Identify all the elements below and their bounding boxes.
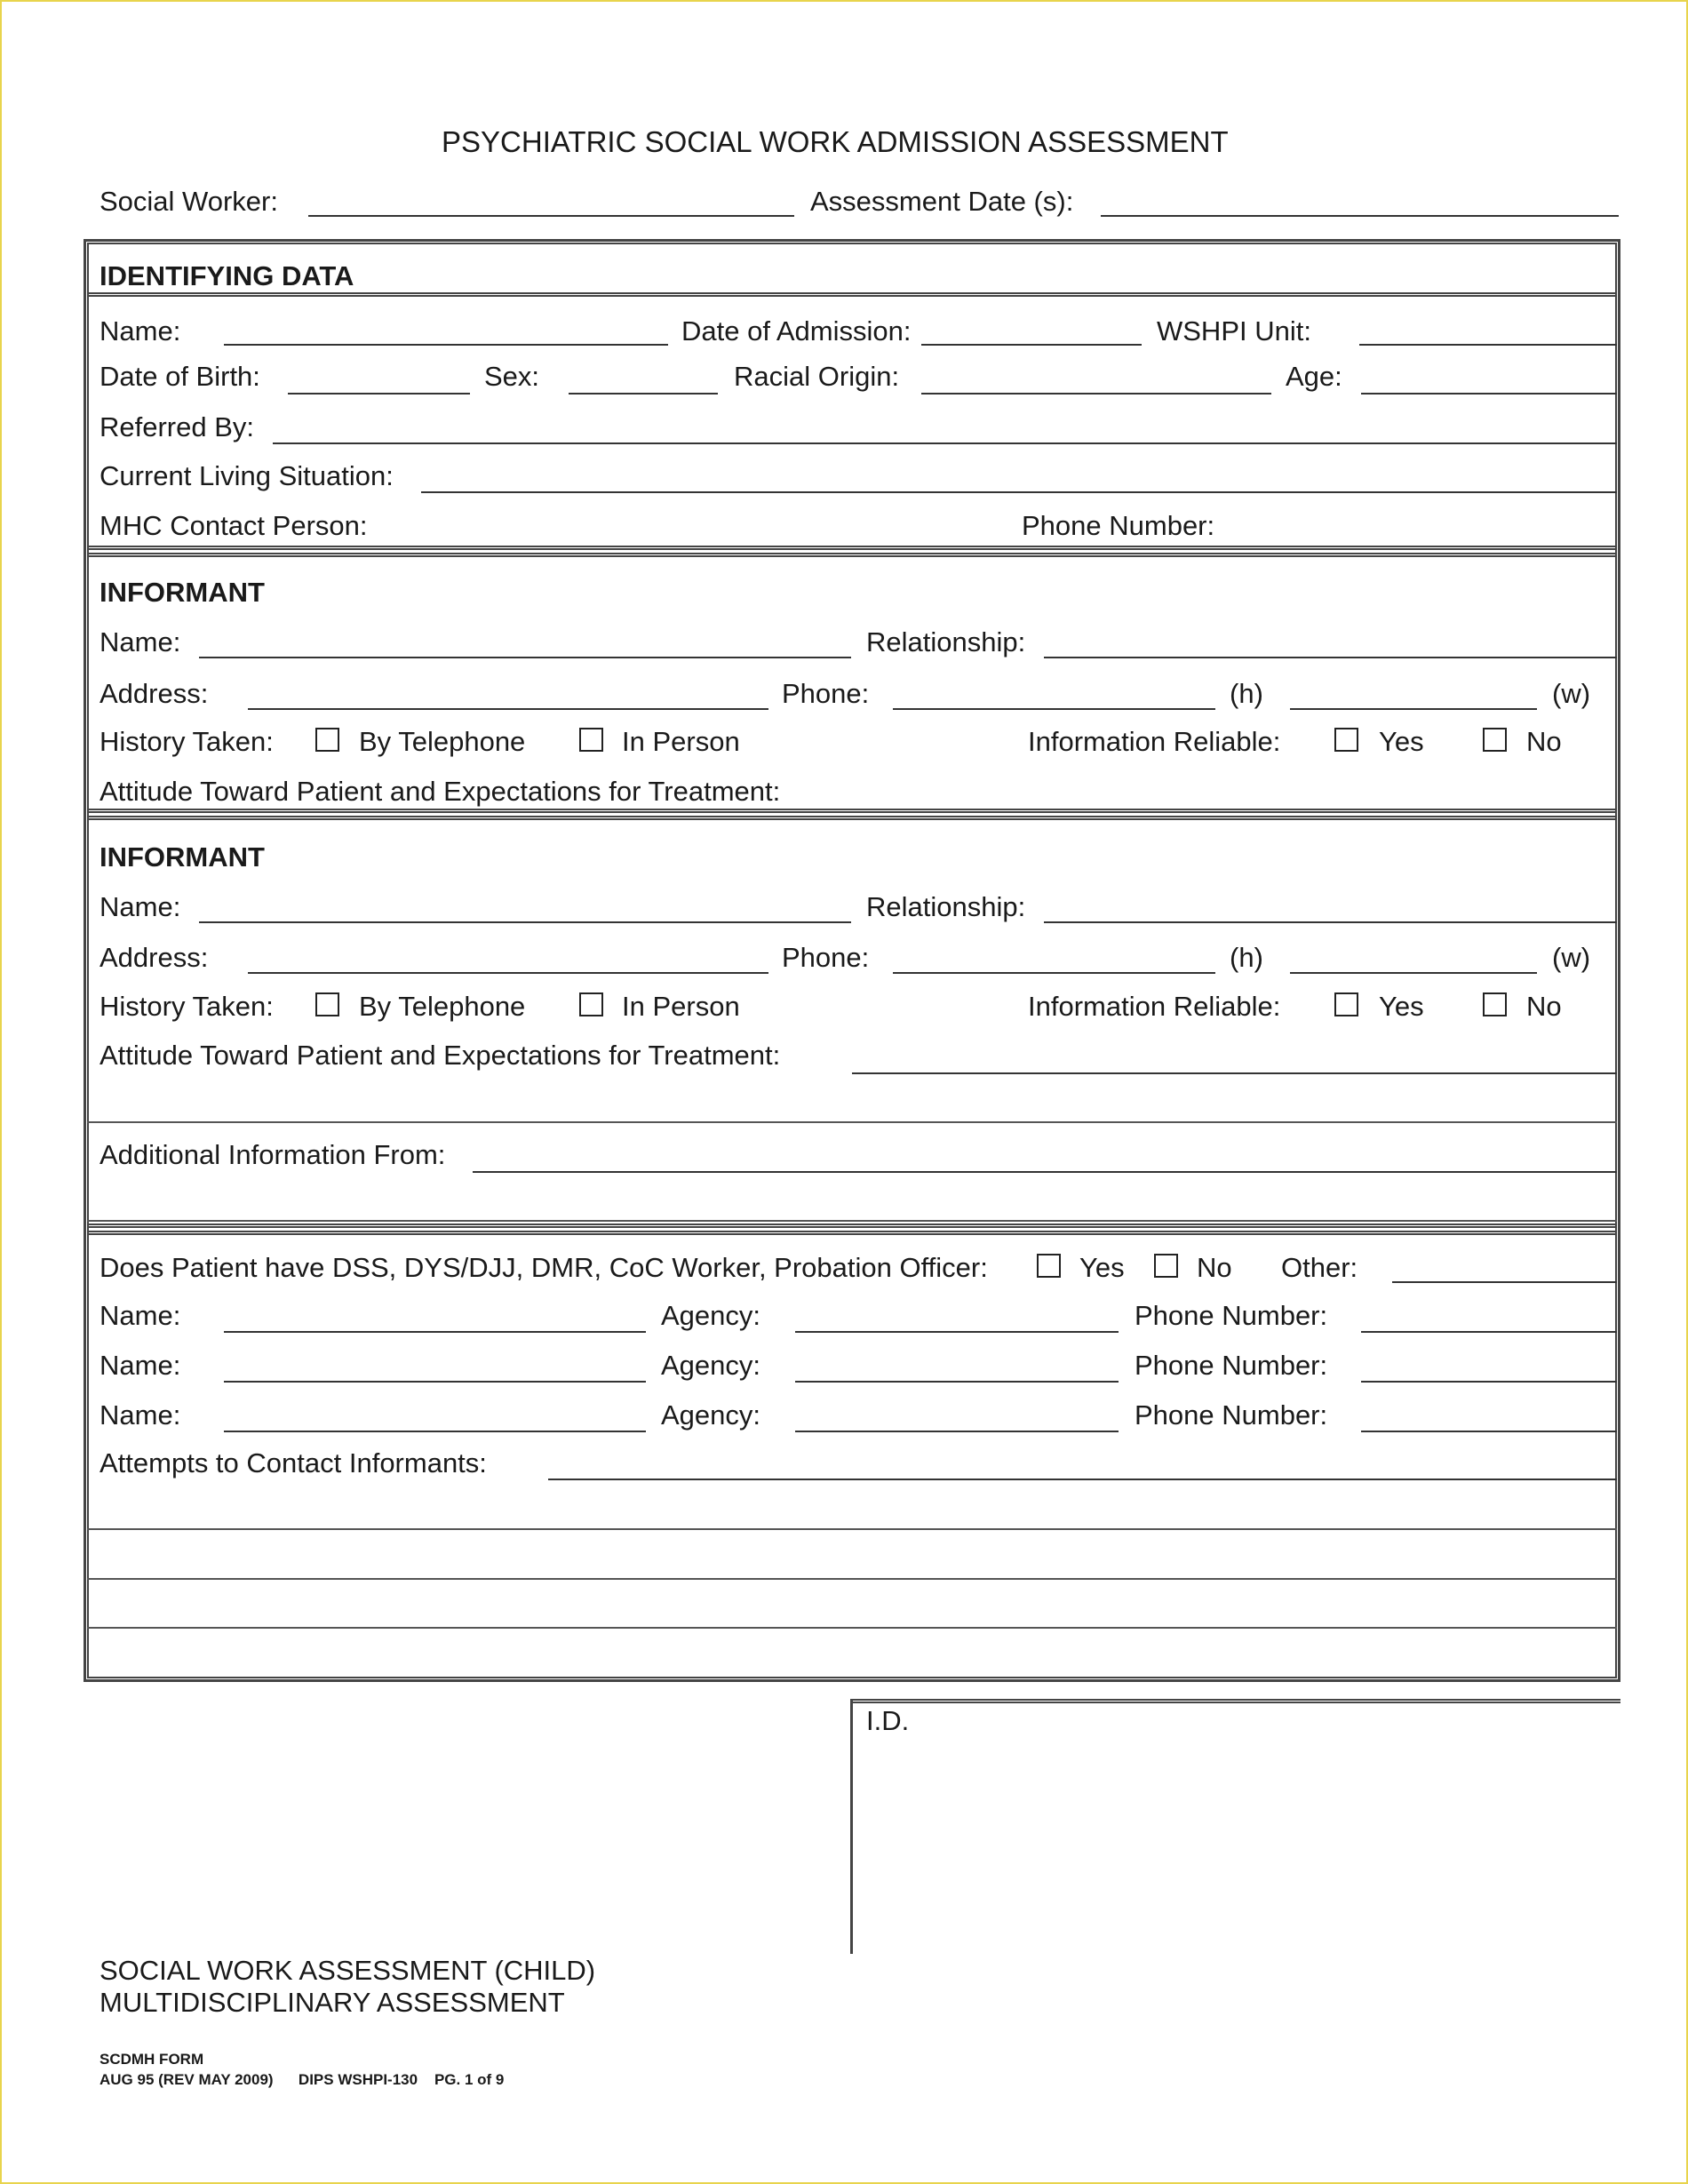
living-situation-field[interactable] xyxy=(421,491,1617,493)
mhc-contact-label: MHC Contact Person: xyxy=(100,510,368,541)
agency-row-3-name-field[interactable] xyxy=(224,1431,646,1432)
agency-yes-label: Yes xyxy=(1079,1252,1125,1283)
informant-2-in-person-label: In Person xyxy=(622,991,740,1022)
attempts-field[interactable] xyxy=(548,1479,1617,1480)
informant-1-in-person-label: In Person xyxy=(622,726,740,757)
sex-field[interactable] xyxy=(569,393,718,395)
footer-form-id: SCDMH FORM xyxy=(100,2051,204,2068)
agency-row-1-phone-field[interactable] xyxy=(1361,1331,1617,1333)
informant-2-relationship-field[interactable] xyxy=(1044,921,1617,923)
informant-2-reliable-no-checkbox[interactable] xyxy=(1483,992,1507,1016)
agency-yes-checkbox[interactable] xyxy=(1037,1254,1061,1278)
living-situation-label: Current Living Situation: xyxy=(100,460,394,491)
id-label: I.D. xyxy=(866,1705,910,1736)
section-divider xyxy=(87,546,1617,550)
informant-2-reliable-yes-checkbox[interactable] xyxy=(1334,992,1358,1016)
patient-name-label: Name: xyxy=(100,315,181,347)
agency-row-3-phone-label: Phone Number: xyxy=(1135,1399,1328,1431)
agency-row-2-name-label: Name: xyxy=(100,1350,181,1381)
informant-2-name-label: Name: xyxy=(100,891,181,922)
id-box-top-border xyxy=(850,1699,1620,1703)
informant-2-reliable-yes-label: Yes xyxy=(1379,991,1424,1022)
agency-row-1-name-label: Name: xyxy=(100,1300,181,1331)
informant-2-address-field[interactable] xyxy=(248,972,768,974)
agency-row-2-agency-label: Agency: xyxy=(661,1350,761,1381)
informant-1-address-field[interactable] xyxy=(248,708,768,710)
admission-date-label: Date of Admission: xyxy=(681,315,912,347)
assessment-date-label: Assessment Date (s): xyxy=(810,186,1074,217)
writing-line[interactable] xyxy=(87,1578,1617,1580)
writing-line[interactable] xyxy=(87,1121,1617,1123)
informant-1-reliable-label: Information Reliable: xyxy=(1028,726,1281,757)
informant-1-home-phone-field[interactable] xyxy=(893,708,1215,710)
informant-2-relationship-label: Relationship: xyxy=(866,891,1026,922)
informant-2-attitude-label: Attitude Toward Patient and Expectations for Treatment: xyxy=(100,1040,781,1071)
agency-row-3-name-label: Name: xyxy=(100,1399,181,1431)
agency-row-2-name-field[interactable] xyxy=(224,1381,646,1383)
unit-label: WSHPI Unit: xyxy=(1157,315,1311,347)
footer-title-1: SOCIAL WORK ASSESSMENT (CHILD) xyxy=(100,1955,596,1986)
informant-1-home-label: (h) xyxy=(1230,678,1263,709)
referred-by-label: Referred By: xyxy=(100,411,255,442)
agency-row-3-agency-field[interactable] xyxy=(795,1431,1119,1432)
agency-row-1-phone-label: Phone Number: xyxy=(1135,1300,1328,1331)
informant-1-heading: INFORMANT xyxy=(100,577,265,608)
informant-2-attitude-field[interactable] xyxy=(852,1072,1617,1074)
informant-2-home-phone-field[interactable] xyxy=(893,972,1215,974)
informant-2-work-phone-field[interactable] xyxy=(1290,972,1537,974)
informant-1-work-label: (w) xyxy=(1552,678,1591,709)
informant-2-work-label: (w) xyxy=(1552,942,1591,973)
section-divider xyxy=(87,809,1617,813)
writing-line[interactable] xyxy=(87,1220,1617,1222)
id-box-left-border xyxy=(850,1699,853,1954)
informant-1-reliable-yes-checkbox[interactable] xyxy=(1334,728,1358,752)
attempts-label: Attempts to Contact Informants: xyxy=(100,1447,487,1479)
identifying-data-heading: IDENTIFYING DATA xyxy=(100,260,354,291)
footer-title-2: MULTIDISCIPLINARY ASSESSMENT xyxy=(100,1987,565,2018)
referred-by-field[interactable] xyxy=(273,442,1617,444)
social-worker-field[interactable] xyxy=(308,215,794,217)
section-divider xyxy=(87,553,1617,557)
age-field[interactable] xyxy=(1361,393,1617,395)
agency-question-label: Does Patient have DSS, DYS/DJJ, DMR, CoC Worker, Probation Officer: xyxy=(100,1252,988,1283)
informant-2-telephone-checkbox[interactable] xyxy=(315,992,339,1016)
agency-no-label: No xyxy=(1197,1252,1232,1283)
informant-2-history-label: History Taken: xyxy=(100,991,274,1022)
informant-1-reliable-no-checkbox[interactable] xyxy=(1483,728,1507,752)
patient-name-field[interactable] xyxy=(224,344,668,346)
dob-label: Date of Birth: xyxy=(100,361,260,392)
agency-row-2-phone-label: Phone Number: xyxy=(1135,1350,1328,1381)
section-divider xyxy=(87,1224,1617,1228)
informant-1-relationship-field[interactable] xyxy=(1044,657,1617,658)
writing-line[interactable] xyxy=(87,1528,1617,1530)
informant-1-relationship-label: Relationship: xyxy=(866,626,1026,658)
informant-1-attitude-label: Attitude Toward Patient and Expectations for Treatment: xyxy=(100,776,781,807)
informant-1-phone-label: Phone: xyxy=(782,678,870,709)
informant-2-reliable-no-label: No xyxy=(1526,991,1562,1022)
section-divider xyxy=(87,292,1617,297)
informant-1-name-field[interactable] xyxy=(199,657,851,658)
informant-1-reliable-no-label: No xyxy=(1526,726,1562,757)
age-label: Age: xyxy=(1286,361,1342,392)
agency-other-field[interactable] xyxy=(1392,1281,1617,1283)
informant-2-reliable-label: Information Reliable: xyxy=(1028,991,1281,1022)
assessment-date-field[interactable] xyxy=(1101,215,1619,217)
informant-2-address-label: Address: xyxy=(100,942,209,973)
admission-date-field[interactable] xyxy=(921,344,1142,346)
agency-row-3-agency-label: Agency: xyxy=(661,1399,761,1431)
agency-row-2-phone-field[interactable] xyxy=(1361,1381,1617,1383)
informant-2-phone-label: Phone: xyxy=(782,942,870,973)
additional-info-field[interactable] xyxy=(473,1171,1617,1173)
section-divider xyxy=(87,816,1617,820)
social-worker-label: Social Worker: xyxy=(100,186,278,217)
mhc-phone-label: Phone Number: xyxy=(1022,510,1215,541)
agency-row-2-agency-field[interactable] xyxy=(795,1381,1119,1383)
agency-row-1-agency-label: Agency: xyxy=(661,1300,761,1331)
agency-row-3-phone-field[interactable] xyxy=(1361,1431,1617,1432)
writing-line[interactable] xyxy=(87,1627,1617,1629)
informant-1-telephone-checkbox[interactable] xyxy=(315,728,339,752)
informant-2-in-person-checkbox[interactable] xyxy=(579,992,603,1016)
informant-1-work-phone-field[interactable] xyxy=(1290,708,1537,710)
racial-origin-label: Racial Origin: xyxy=(734,361,900,392)
informant-1-telephone-label: By Telephone xyxy=(359,726,526,757)
agency-no-checkbox[interactable] xyxy=(1154,1254,1178,1278)
informant-2-heading: INFORMANT xyxy=(100,841,265,873)
informant-1-reliable-yes-label: Yes xyxy=(1379,726,1424,757)
agency-other-label: Other: xyxy=(1281,1252,1358,1283)
informant-2-home-label: (h) xyxy=(1230,942,1263,973)
informant-1-history-label: History Taken: xyxy=(100,726,274,757)
agency-row-1-agency-field[interactable] xyxy=(795,1331,1119,1333)
racial-origin-field[interactable] xyxy=(921,393,1271,395)
footer-revision: AUG 95 (REV MAY 2009) DIPS WSHPI-130 PG. 1 of 9 xyxy=(100,2071,505,2088)
form-title: PSYCHIATRIC SOCIAL WORK ADMISSION ASSESSMENT xyxy=(442,125,1229,158)
informant-1-in-person-checkbox[interactable] xyxy=(579,728,603,752)
informant-1-address-label: Address: xyxy=(100,678,209,709)
informant-2-name-field[interactable] xyxy=(199,921,851,923)
additional-info-label: Additional Information From: xyxy=(100,1139,446,1170)
agency-row-1-name-field[interactable] xyxy=(224,1331,646,1333)
sex-label: Sex: xyxy=(484,361,540,392)
informant-2-telephone-label: By Telephone xyxy=(359,991,526,1022)
informant-1-name-label: Name: xyxy=(100,626,181,658)
section-divider xyxy=(87,1231,1617,1235)
unit-field[interactable] xyxy=(1359,344,1617,346)
dob-field[interactable] xyxy=(288,393,470,395)
